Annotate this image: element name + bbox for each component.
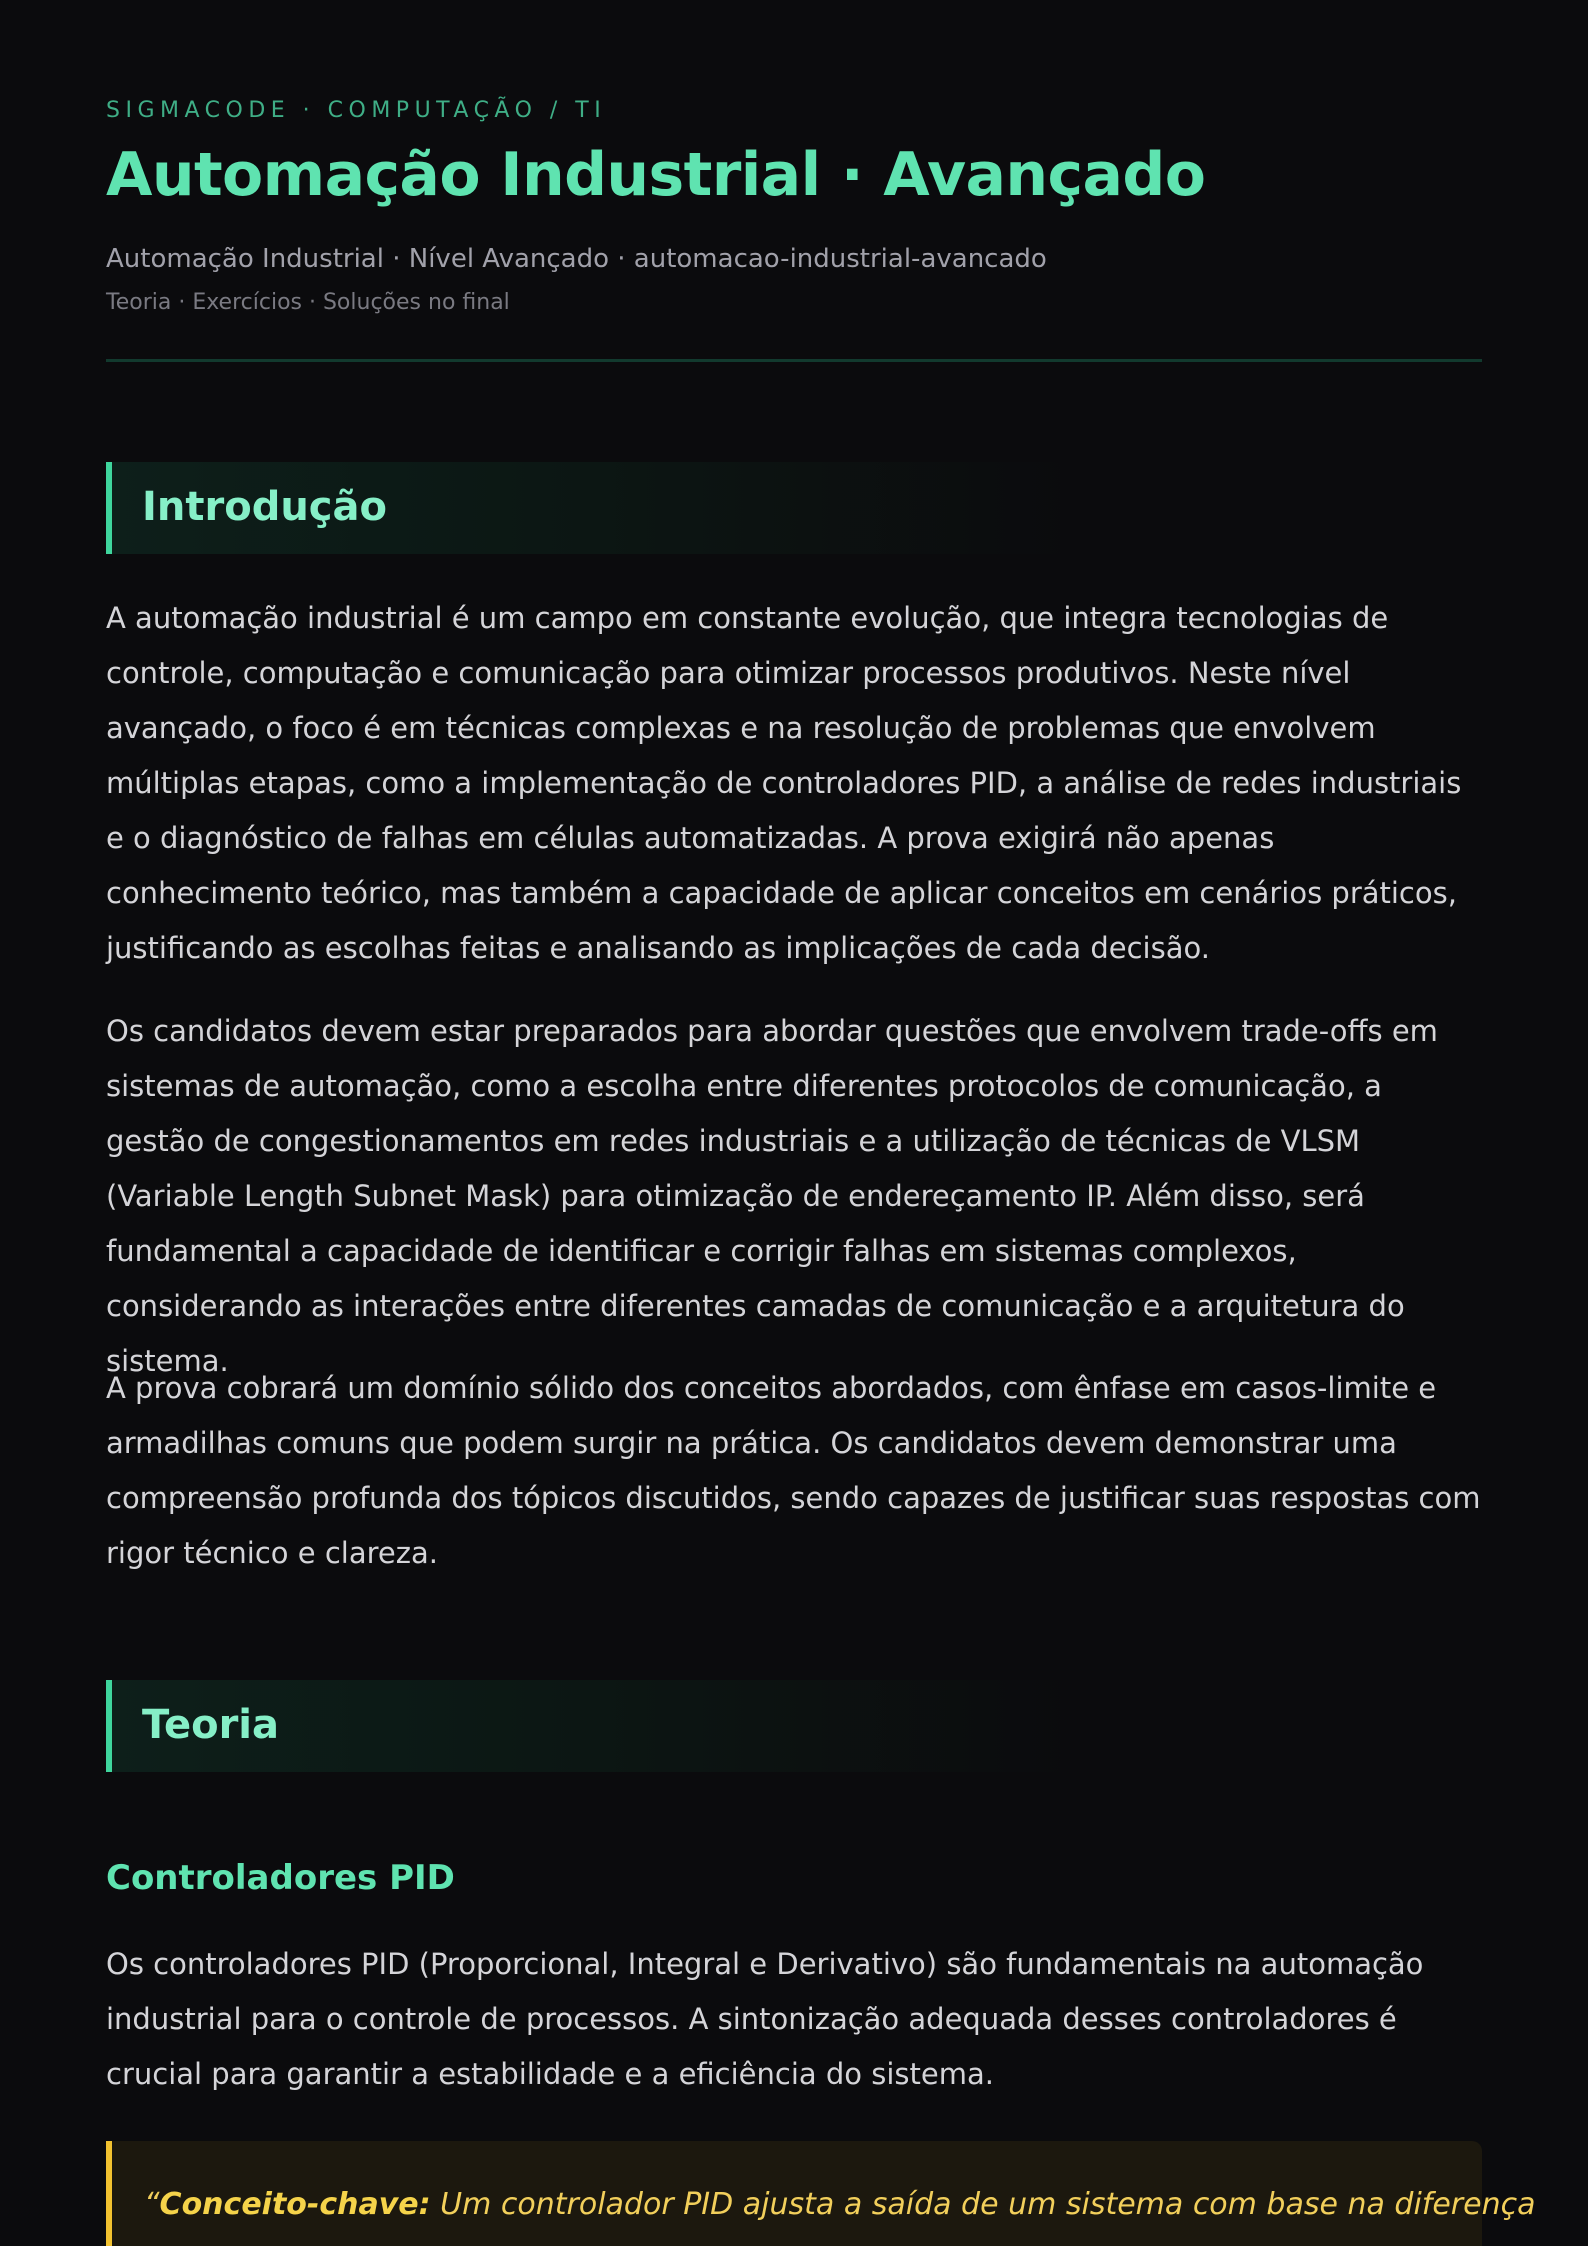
intro-paragraph: A automação industrial é um campo em constante evolução, que integra tecnologias de controle, computação e comunicação para otimizar processos produtivos. Neste nível avançado, o foco é em técnicas complexas e na resolução de problemas que envolvem múltiplas etapas, como a implementação de controladores PID, a análise de redes industriais e o diagnóstico de falhas em células automatizadas. A prova exigirá não apenas conhecimento teórico, mas também a capacidade de aplicar conceitos em cenários práticos, justificando as escolhas feitas e analisando as implicações de cada decisão. bbox=[106, 601, 1462, 965]
section-title: Introdução bbox=[142, 484, 387, 530]
callout-open-quote: “ bbox=[144, 2187, 160, 2222]
section-title: Teoria bbox=[142, 1702, 280, 1748]
callout-text bbox=[144, 2187, 1535, 2222]
page-title: Automação Industrial · Avançado bbox=[106, 140, 1206, 210]
subsection-title: Controladores PID bbox=[106, 1858, 455, 1898]
intro-paragraph: Os candidatos devem estar preparados para abordar questões que envolvem trade-offs em sistemas de automação, como a escolha entre diferentes protocolos de comunicação, a gestão de congestionamentos em redes industriais e a utilização de técnicas de VLSM (Variable Length Subnet Mask) para otimização de endereçamento IP. Além disso, será fundamental a capacidade de identificar e corrigir falhas em sistemas complexos, considerando as interações entre diferentes camadas de comunicação e a arquitetura do sistema. bbox=[106, 1014, 1438, 1378]
theory-paragraph: Os controladores PID (Proporcional, Integral e Derivativo) são fundamentais na automação industrial para o controle de processos. A sintonização adequada desses controladores é crucial para garantir a estabilidade e a eficiência do sistema. bbox=[106, 1947, 1424, 2091]
section-heading-introducao bbox=[106, 462, 1482, 554]
page-meta: Teoria · Exercícios · Soluções no final bbox=[106, 290, 510, 315]
site-kicker: SIGMACODE · COMPUTAÇÃO / TI bbox=[106, 98, 607, 123]
page-subtitle: Automação Industrial · Nível Avançado · automacao-industrial-avancado bbox=[106, 244, 1047, 274]
callout-label: Conceito-chave: bbox=[159, 2187, 431, 2222]
key-concept-callout bbox=[106, 2141, 1536, 2246]
section-heading-teoria bbox=[106, 1680, 1482, 1772]
intro-paragraph: A prova cobrará um domínio sólido dos conceitos abordados, com ênfase em casos-limite e armadilhas comuns que podem surgir na prática. Os candidatos devem demonstrar uma compreensão profunda dos tópicos discutidos, sendo capazes de justificar suas respostas com rigor técnico e clareza. bbox=[106, 1371, 1481, 1570]
callout-body: Um controlador PID ajusta a saída de um sistema com base na diferença bbox=[430, 2187, 1536, 2222]
header-divider bbox=[106, 359, 1482, 362]
